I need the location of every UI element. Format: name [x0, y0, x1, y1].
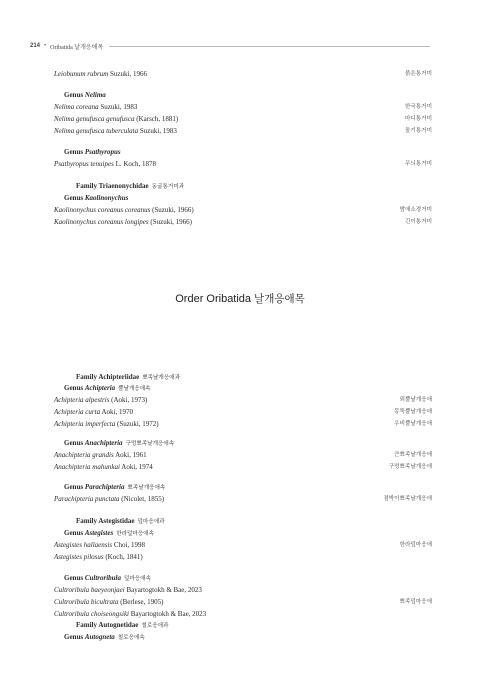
genus-korean-name: 덮마응애속 — [124, 576, 152, 582]
species-name: Achipteria alpestris — [54, 396, 110, 404]
species-author: Aoki, 1974 — [121, 463, 153, 471]
species-korean-name: 뫼뿔날개응애 — [399, 397, 432, 403]
species-author: (Suzuki, 1966) — [150, 218, 192, 226]
genus-name: Autogneta — [84, 633, 115, 641]
genus-label: Genus — [64, 483, 84, 491]
species-korean-name: 한라덮마응애 — [399, 542, 432, 548]
genus-name: Nelima — [84, 91, 106, 99]
species-entry — [54, 205, 432, 215]
family-korean-name: 덮마응애과 — [137, 519, 165, 525]
genus-heading — [64, 438, 442, 448]
genus-heading — [64, 573, 442, 583]
family-name: Family Astegistidae — [76, 517, 135, 525]
species-korean-name: 붉은통거미 — [404, 71, 432, 77]
family-korean-name: 동굴통거미과 — [151, 184, 185, 190]
species-entry — [54, 462, 432, 472]
species-name: Parachipteria punctata — [54, 495, 120, 503]
genus-label: Genus — [64, 91, 84, 99]
genus-name: Achipteria — [84, 384, 116, 392]
genus-korean-name: 한라덮마응애속 — [116, 531, 155, 537]
species-author: (Berlese, 1905) — [120, 598, 164, 606]
genus-label: Genus — [64, 384, 84, 392]
species-author: (Suzuki, 1966) — [152, 206, 194, 214]
genus-heading — [64, 632, 442, 642]
species-author: Suzuki, 1983 — [139, 127, 177, 135]
species-name: Astegistes pilosus — [54, 553, 104, 561]
family-heading — [76, 516, 454, 526]
species-author: (Aoki, 1973) — [111, 396, 148, 404]
genus-heading — [64, 383, 442, 393]
family-heading — [76, 372, 454, 382]
species-author: Aoki, 1961 — [115, 451, 147, 459]
family-korean-name: 뾰족날개응애과 — [142, 375, 181, 381]
genus-name: Psathyropus — [84, 148, 121, 156]
species-name: Anachipteria mahunkai — [54, 463, 120, 471]
species-entry — [54, 540, 432, 550]
species-author: (Suzuki, 1972) — [116, 420, 159, 428]
species-name: Astegistes hallaensis — [54, 541, 113, 549]
species-korean-name: 점박이뾰족날개응애 — [383, 496, 432, 502]
species-author: L. Koch, 1878 — [115, 160, 157, 168]
species-name: Nelima genufusca genufusca — [54, 115, 135, 123]
genus-heading — [64, 482, 442, 492]
species-entry — [54, 450, 432, 460]
genus-heading — [64, 90, 442, 100]
species-entry — [54, 597, 432, 607]
species-name: Cultroribula bicultrata — [54, 598, 119, 606]
genus-name: Parachipteria — [84, 483, 125, 491]
header-rule — [109, 46, 430, 47]
genus-label: Genus — [64, 574, 84, 582]
genus-heading — [64, 147, 442, 157]
species-entry — [54, 419, 432, 429]
species-author: Aoki, 1970 — [101, 408, 133, 416]
species-korean-name: 구멍뾰족날개응애 — [388, 464, 432, 470]
species-name: Achipteria curta — [54, 408, 101, 416]
species-korean-name: 몽뚝뿔날개응애 — [394, 409, 432, 415]
species-entry — [54, 395, 432, 405]
species-name: Psathyropus tenuipes — [54, 160, 114, 168]
genus-label: Genus — [64, 148, 84, 156]
species-author: Suzuki, 1966 — [110, 70, 147, 78]
species-author: (Karsch, 1881) — [136, 115, 179, 123]
species-korean-name: 큰뾰족날개응애 — [394, 452, 432, 458]
genus-korean-name: 뾰족날개응애속 — [127, 485, 166, 491]
genus-heading — [64, 193, 442, 203]
family-name: Family Triaenonychidae — [76, 182, 149, 190]
running-head — [30, 41, 430, 51]
genus-korean-name: 구멍뾰족날개응애속 — [125, 441, 175, 447]
order-korean-name: 날개응애목 — [254, 293, 305, 305]
family-korean-name: 철로응애과 — [141, 623, 169, 629]
genus-name: Astegistes — [84, 529, 114, 537]
species-entry — [54, 217, 432, 227]
species-author: Choi, 1998 — [113, 541, 146, 549]
species-entry — [54, 102, 432, 112]
genus-heading — [64, 528, 442, 538]
species-name: Achipteria imperfecta — [54, 420, 116, 428]
species-korean-name: 한국통거미 — [404, 104, 432, 110]
species-author: Bayartogtokh & Bae, 2023 — [126, 586, 202, 594]
species-entry — [54, 114, 432, 124]
species-entry — [54, 159, 432, 169]
species-entry — [54, 609, 432, 619]
species-korean-name: 마디통거미 — [404, 116, 432, 122]
species-entry — [54, 407, 432, 417]
species-korean-name: 우비뿔날개응애 — [394, 421, 432, 427]
species-author: Suzuki, 1983 — [100, 103, 138, 111]
family-heading — [76, 620, 454, 630]
species-name: Kaolinonychus coreanus longipes — [54, 218, 149, 226]
genus-label: Genus — [64, 194, 84, 202]
genus-label: Genus — [64, 529, 84, 537]
family-name: Family Achipteriidae — [76, 373, 140, 381]
species-entry — [54, 585, 432, 595]
page-number: 214 — [30, 43, 41, 49]
genus-name: Kaolinonychus — [84, 194, 129, 202]
header-separator: • — [44, 43, 47, 49]
family-name: Family Autognetidae — [76, 621, 139, 629]
species-entry — [54, 494, 432, 504]
genus-korean-name: 뿔날개응애속 — [118, 386, 151, 392]
header-section: Oribatida 날개응애목 — [50, 44, 104, 51]
genus-name: Cultroribula — [84, 574, 121, 582]
species-author: (Nicolet, 1855) — [121, 495, 165, 503]
species-name: Cultroribula baeyeonjaei — [54, 586, 125, 594]
species-korean-name: 돌기통거미 — [404, 128, 432, 134]
species-name: Nelima coreana — [54, 103, 99, 111]
species-author: Bayartogtokh & Bae, 2023 — [130, 610, 207, 618]
species-korean-name: 뾰족덮마응애 — [399, 599, 432, 605]
species-entry — [54, 552, 432, 562]
genus-korean-name: 철로응애속 — [117, 635, 145, 641]
species-author: (Koch, 1841) — [105, 553, 143, 561]
order-heading — [0, 291, 480, 306]
species-entry — [54, 69, 432, 79]
genus-label: Genus — [64, 439, 84, 447]
genus-label: Genus — [64, 633, 84, 641]
species-name: Cultroribula choiseongsiki — [54, 610, 129, 618]
species-korean-name: 긴이통거미 — [404, 219, 432, 225]
species-name: Leiobunum rubrum — [54, 70, 109, 78]
species-entry — [54, 126, 432, 136]
species-korean-name: 밤애소경거미 — [399, 207, 432, 213]
species-name: Anachipteria grandis — [54, 451, 114, 459]
order-title: Order Oribatida — [175, 293, 252, 305]
species-korean-name: 무늬통거미 — [404, 161, 432, 167]
species-name: Kaolinonychus coreanus coreanus — [54, 206, 151, 214]
family-heading — [76, 181, 454, 191]
genus-name: Anachipteria — [84, 439, 123, 447]
species-name: Nelima genufusca tuberculata — [54, 127, 139, 135]
